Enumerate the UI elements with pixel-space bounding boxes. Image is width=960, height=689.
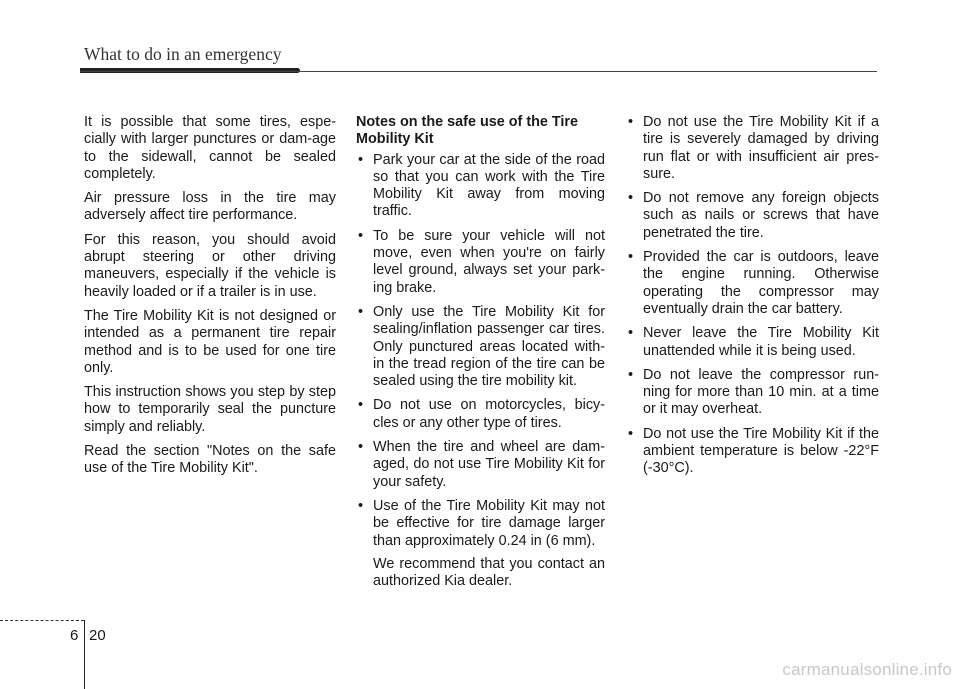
safety-bullet-list [356,152,605,550]
body-paragraph: It is possible that some tires, espe-cially with larger punctures or dam-age to the sidewall, cannot be sealed completely. [84,114,336,182]
bullet-item: • Do not leave the compressor run-ning for more than 10 min. at a time or it may overheat. [626,367,879,419]
body-paragraph: The Tire Mobility Kit is not designed or intended as a permanent tire repair method and is to be used for one tire only. [84,307,336,376]
bullet-item: • Never leave the Tire Mobility Kit unattended while it is being used. [626,325,879,360]
body-paragraph: Read the section "Notes on the safe use of the Tire Mobility Kit". [84,443,336,477]
body-paragraph: This instruction shows you step by step how to temporarily seal the puncture simply and reliably. [84,384,336,435]
page-number: 20 [89,627,106,644]
bullet-item: • Provided the car is outdoors, leave the engine running. Otherwise operating the compressor may eventually drain the car battery. [626,249,879,318]
bullet-item: • Do not use the Tire Mobility Kit if a tire is severely damaged by driving run flat or with insufficient air pres-sure. [626,114,879,183]
bullet-item: • To be sure your vehicle will not move, even when you're on fairly level ground, always set your park-ing brake. [356,228,605,297]
bullet-item: • Do not use on motorcycles, bicy-cles or any other type of tires. [356,397,605,432]
bullet-item: • Only use the Tire Mobility Kit for sealing/inflation passenger car tires. Only punctured areas located with-in the tread region of the tire can be sealed using the tire mobility kit. [356,304,605,390]
body-paragraph: For this reason, you should avoid abrupt steering or other driving maneuvers, especially if the vehicle is heavily loaded or if a trailer is in use. [84,231,336,300]
chapter-number: 6 [70,627,79,644]
bullet-item: • Use of the Tire Mobility Kit may not be effective for tire damage larger than approximately 0.24 in (6 mm). [356,498,605,550]
text-column-2 [356,114,605,590]
safety-bullet-list [626,114,879,478]
bullet-item: • Do not remove any foreign objects such as nails or screws that have penetrated the tire. [626,190,879,242]
header-rule [80,71,877,72]
page-header-title: What to do in an emergency [84,44,282,64]
bullet-item: • Do not use the Tire Mobility Kit if the ambient temperature is below -22°F (-30°C). [626,426,879,478]
body-paragraph: Air pressure loss in the tire may adversely affect tire performance. [84,190,336,224]
footer-divider [0,620,84,622]
watermark: carmanualsonline.info [782,660,952,679]
footer-vertical-rule [84,620,85,689]
dealer-note: We recommend that you contact an authorized Kia dealer. [373,555,605,590]
bullet-item: • Park your car at the side of the road so that you can work with the Tire Mobility Kit away from moving traffic. [356,152,605,221]
section-heading: Notes on the safe use of the Tire Mobility Kit [356,114,579,148]
bullet-item: • When the tire and wheel are dam-aged, do not use Tire Mobility Kit for your safety. [356,439,605,491]
text-column-3 [626,114,879,485]
text-column-1 [84,114,336,485]
